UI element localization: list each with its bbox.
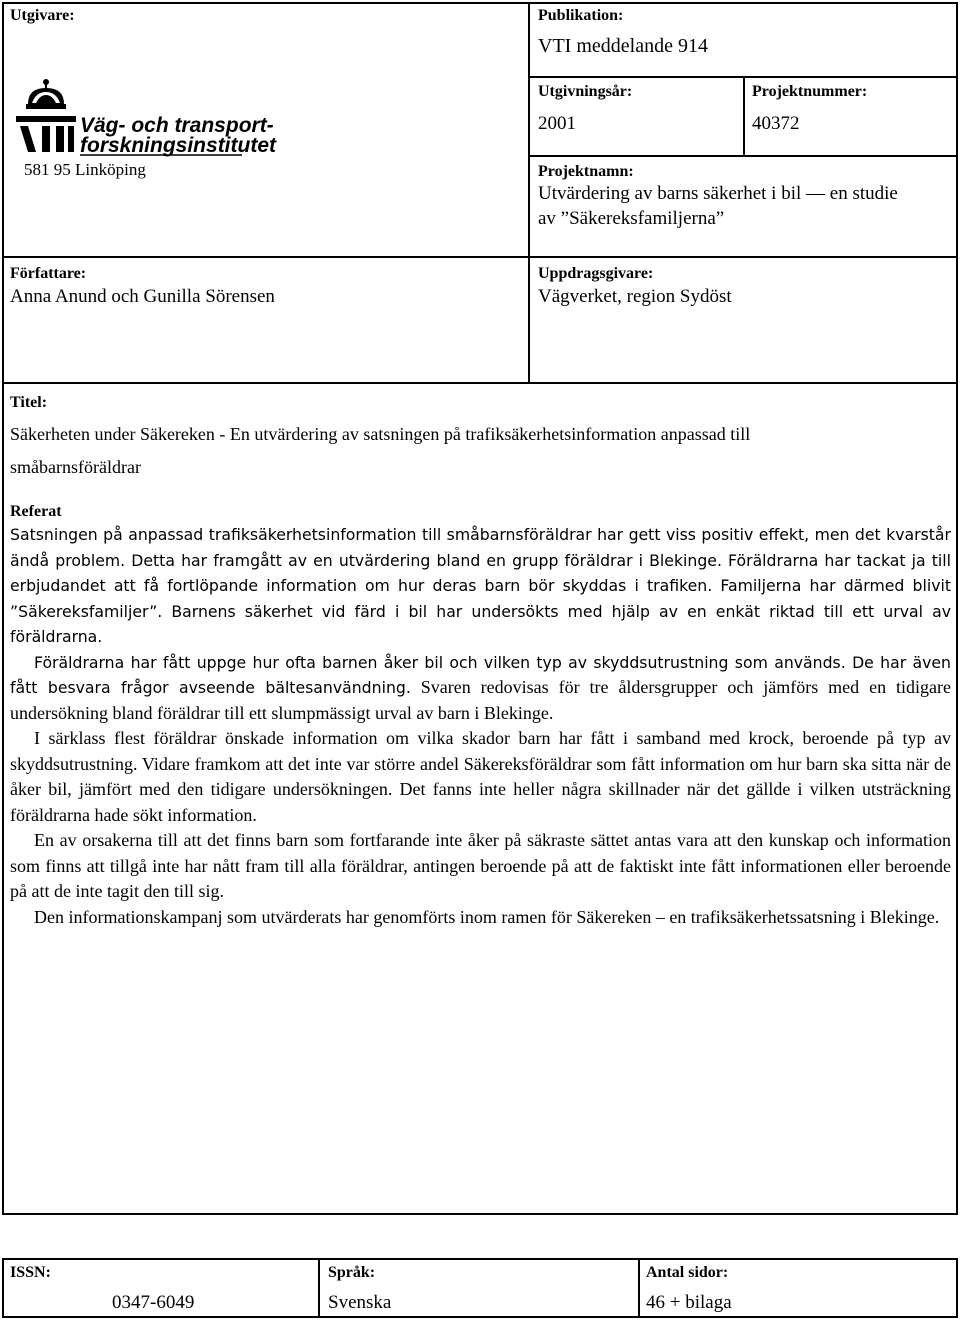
referat-paragraph-3: I särklass flest föräldrar önskade information om vilka skador barn har fått i samband med krock, beroende på typ av skyddsutrustning. Vidare framkom att det inte var större andel Säkereksföräldrar som fått information om hur barn ska sitta när de åker bil, jämfört med den tidigare undersökningen. Det fanns inte heller några skillnader när det gällde i vilken utsträckning föräldrarna hade sökt information. <box>10 728 951 825</box>
projektnummer-label: Projektnummer: <box>752 83 868 100</box>
utgivningsar-value: 2001 <box>538 113 576 134</box>
referat-body <box>10 522 951 930</box>
titel-line1: Säkerheten under Säkereken - En utvärdering av satsningen på trafiksäkerhetsinformation anpassad till <box>10 424 751 444</box>
logo-line1: Väg- och transport- <box>80 114 274 137</box>
issn-value: 0347-6049 <box>112 1292 195 1313</box>
referat-paragraph-2-part1: Föräldrarna har fått uppge hur ofta barnen åker bil och vilken typ av skyddsutrustning som används. De har även fått besvara frågor avseende bältesanvändning. <box>10 652 951 697</box>
address: 581 95 Linköping <box>24 160 146 179</box>
logo-line2: forskningsinstitutet <box>80 134 277 157</box>
vti-logo <box>14 76 277 157</box>
footer-divider-1 <box>318 1258 320 1318</box>
vertical-divider-author <box>528 258 530 384</box>
issn-label: ISSN: <box>10 1264 51 1281</box>
forfattare-label: Författare: <box>10 265 87 282</box>
projektnamn-line1: Utvärdering av barns säkerhet i bil — en studie <box>538 183 898 204</box>
referat-heading: Referat <box>10 503 62 520</box>
footer-divider-2 <box>638 1258 640 1318</box>
projektnummer-value: 40372 <box>752 113 800 134</box>
sprak-value: Svenska <box>328 1292 392 1313</box>
antal-sidor-label: Antal sidor: <box>646 1264 729 1281</box>
publikation-label: Publikation: <box>538 7 624 24</box>
referat-paragraph-1: Satsningen på anpassad trafiksäkerhetsinformation till småbarnsföräldrar har gett viss positiv effekt, men det kvarstår ändå problem. Detta har framgått av en utvärdering bland en grupp föräldrar i Blekinge. Föräldrarna har tackat ja till erbjudandet att få fortlöpande information om hur deras barn bör skyddas i trafiken. Familjerna har därmed blivit ”Säkereksfamiljer”. Barnens säkerhet vid färd i bil har undersökts med hjälp av en enkät riktad till ett urval av föräldrarna. <box>10 525 951 646</box>
referat-paragraph-4: En av orsakerna till att det finns barn som fortfarande inte åker på säkraste sättet antas vara att den kunskap och information som finns att tillgå inte har nått fram till alla föräldrar, antingen beroende på att de faktiskt inte fått informationen eller beroende på att de inte tagit den till sig. <box>10 830 951 901</box>
vertical-divider-main <box>528 2 530 258</box>
referat-paragraph-2-part2: Svaren redovisas för tre åldersgrupper och jämförs med en tidigare undersökning bland föräldrar till ett slumpmässigt urval av barn i Blekinge. <box>10 677 951 723</box>
antal-sidor-value: 46 + bilaga <box>646 1292 732 1313</box>
vti-mark-icon <box>16 116 76 152</box>
publikation-value: VTI meddelande 914 <box>538 35 708 57</box>
horizontal-divider-title <box>2 382 958 384</box>
uppdragsgivare-value: Vägverket, region Sydöst <box>538 286 732 307</box>
vertical-divider-year <box>743 76 745 157</box>
titel-line2: småbarnsföräldrar <box>10 457 141 477</box>
horizontal-divider-header <box>2 256 958 258</box>
sprak-label: Språk: <box>328 1264 376 1281</box>
projektnamn-label: Projektnamn: <box>538 163 634 180</box>
referat-paragraph-2 <box>10 650 951 727</box>
projektnamn-line2: av ”Säkereksfamiljerna” <box>538 208 725 229</box>
utgivare-label: Utgivare: <box>10 7 75 24</box>
titel-label: Titel: <box>10 394 48 411</box>
forfattare-value: Anna Anund och Gunilla Sörensen <box>10 286 275 307</box>
utgivningsar-label: Utgivningsår: <box>538 83 633 100</box>
crown-icon <box>26 79 66 109</box>
uppdragsgivare-label: Uppdragsgivare: <box>538 265 654 282</box>
referat-paragraph-5: Den informationskampanj som utvärderats har genomförts inom ramen för Säkereken – en trafiksäkerhetssatsning i Blekinge. <box>34 906 940 927</box>
